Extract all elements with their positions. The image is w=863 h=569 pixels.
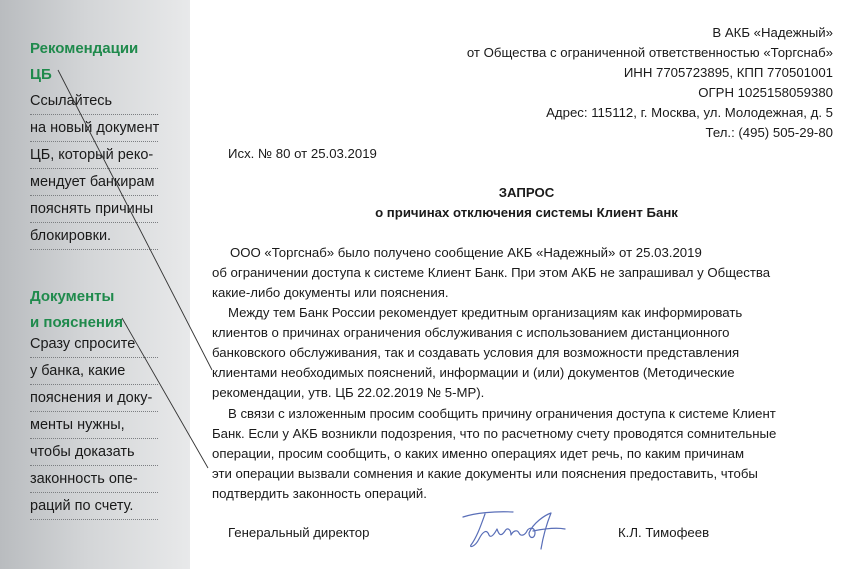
paragraph-line: эти операции вызвали сомнения и какие документы или пояснения предоставить, чтобы [212, 466, 758, 481]
document-title: ЗАПРОС [498, 185, 555, 200]
paragraph-line: об ограничении доступа к системе Клиент Банк. При этом АКБ не запрашивал у Общества [212, 265, 771, 280]
paragraph-line: клиентами необходимых пояснений, информации и (или) документов (Методические [212, 365, 735, 380]
addressee-line: Адрес: 115112, г. Москва, ул. Молодежная, д. 5 [546, 105, 833, 120]
paragraph-line: банковского обслуживания, так и создавать условия для возможности представления [212, 345, 740, 360]
sidebar-text-recommendations: Ссылайтесь на новый документ ЦБ, который реко- мендует банкирам пояснять причины блокировки. [30, 88, 180, 250]
addressee-line: от Общества с ограниченной ответственностью «Торгснаб» [466, 45, 833, 60]
sidebar-heading-recommendations: Рекомендации ЦБ [30, 40, 139, 83]
signature-position: Генеральный директор [228, 525, 370, 540]
outgoing-reference: Исх. № 80 от 25.03.2019 [228, 146, 377, 161]
addressee-line: ОГРН 1025158059380 [698, 85, 833, 100]
signature-name: К.Л. Тимофеев [618, 525, 710, 540]
paragraph-line: операции, просим сообщить, о каких именно операциях идет речь, по каким причинам [212, 446, 745, 461]
document-subtitle: о причинах отключения системы Клиент Банк [375, 205, 678, 220]
paragraph-line: Банк. Если у АКБ возникли подозрения, что по расчетному счету проводятся сомнительные [212, 426, 777, 441]
paragraph-line: рекомендации, утв. ЦБ 22.02.2019 № 5-МР). [212, 385, 485, 400]
sidebar-heading-documents: Документы и пояснения [30, 288, 123, 331]
addressee-line: Тел.: (495) 505-29-80 [705, 125, 833, 140]
connector-line-recommendations [58, 70, 212, 370]
paragraph-line: Между тем Банк России рекомендует кредитным организациям как информировать [228, 305, 743, 320]
paragraph-line: В связи с изложенным просим сообщить причину ограничения доступа к системе Клиент [228, 406, 776, 421]
sidebar-text-documents: Сразу спросите у банка, какие пояснения и доку- менты нужны, чтобы доказать законность опе- раций по счету. [30, 331, 180, 520]
connector-line-documents [122, 318, 208, 468]
paragraph-line: клиентов о причинах ограничения обслуживания с использованием дистанционного [212, 325, 730, 340]
addressee-line: ИНН 7705723895, КПП 770501001 [623, 65, 833, 80]
paragraph-line: какие-либо документы или пояснения. [212, 285, 449, 300]
paragraph-line: ООО «Торгснаб» было получено сообщение АКБ «Надежный» от 25.03.2019 [230, 245, 702, 260]
addressee-line: В АКБ «Надежный» [712, 25, 833, 40]
paragraph-line: подтвердить законность операций. [212, 486, 427, 501]
